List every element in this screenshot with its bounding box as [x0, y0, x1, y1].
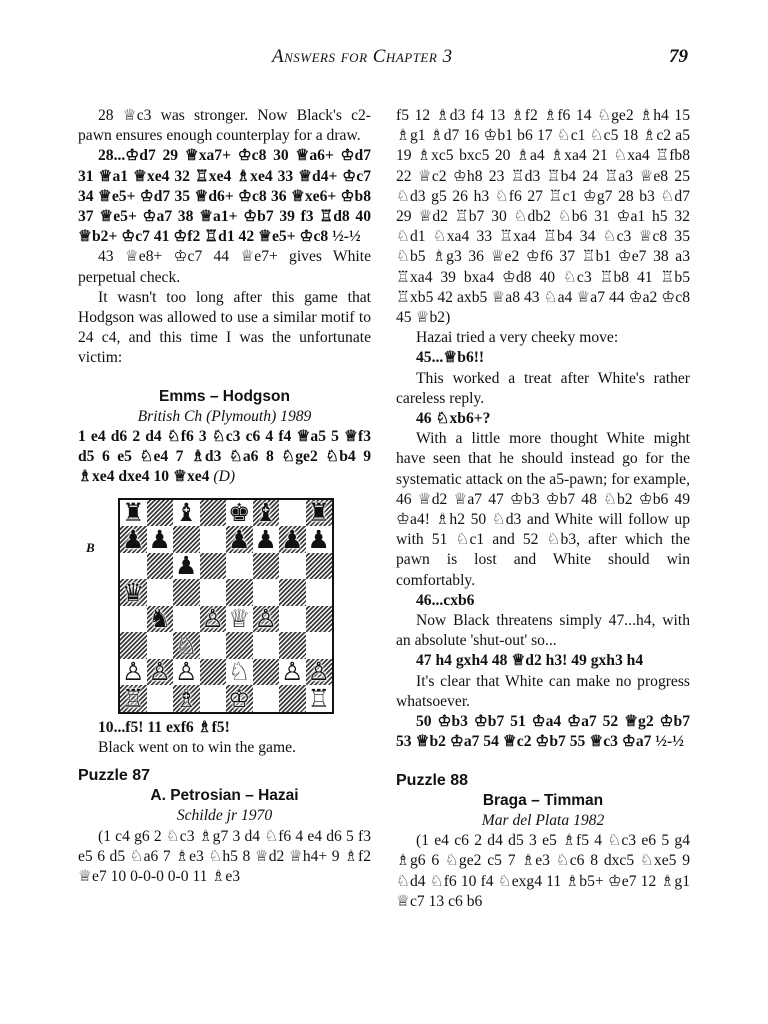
board-square — [120, 685, 147, 712]
paragraph: It wasn't too long after this game that Hodgson was allowed to use a similar motif to 24 c4, and this time I was the unfortunate victim: — [78, 288, 371, 367]
board-square — [253, 579, 280, 606]
paragraph: It's clear that White can make no progress whatsoever. — [396, 672, 690, 710]
board-square — [306, 606, 333, 633]
board-square — [173, 553, 200, 580]
board-square — [279, 685, 306, 712]
board-square — [279, 659, 306, 686]
paragraph: f5 12 ♗d3 f4 13 ♗f2 ♗f6 14 ♘ge2 ♗h4 15 ♗g1 ♗d7 16 ♔b1 b6 17 ♘c1 ♘c5 18 ♗c2 a5 19 ♗xc5 bxc5 20 ♗a4 ♗xa4 21 ♘xa4 ♖fb8 22 ♕c2 ♔h8 23 ♖d3 ♖b4 24 ♖a3 ♕e8 25 ♘d3 g5 26 h3 ♘f6 27 ♖c1 ♔g7 28 b3 ♘d7 29 ♕d2 ♖b7 30 ♘db2 ♘b6 31 ♔a1 h5 32 ♘d1 ♘xa4 33 ♖xa4 ♖b4 34 ♘c3 ♕c8 35 ♘b5 ♗g3 36 ♕e2 ♔f6 37 ♖b1 ♔e7 38 a3 ♖xa4 39 bxa4 ♔d8 40 ♘c3 ♖b8 41 ♖b5 ♖xb5 42 axb5 ♕a8 43 ♘a4 ♕a7 44 ♔a2 ♔c8 45 ♕b2) — [396, 107, 690, 327]
page-number: 79 — [669, 46, 688, 67]
chess-piece: ♕ — [228, 605, 251, 633]
paragraph: With a little more thought White might have seen that he should instead go for the systematic attack on the a5-pawn; for example, 46 ♕d2 ♕a7 47 ♔b3 ♔b7 48 ♘b2 ♔b6 49 ♔a4! ♗h2 50 ♘d3 and White will follow up with 51 ♘c1 and 52 ♘b3, after which the pawn is lost and White should win comfortably. — [396, 430, 691, 589]
chess-piece: ♛ — [122, 579, 145, 606]
board-square — [306, 526, 333, 553]
board-square — [173, 606, 200, 633]
game-moves: 45...♕b6!! — [416, 349, 485, 367]
board-square — [306, 632, 333, 659]
board-square — [120, 500, 147, 527]
board-square — [279, 553, 306, 580]
chess-piece: ♙ — [254, 605, 277, 633]
board-square — [147, 553, 174, 580]
board-square — [253, 526, 280, 553]
chess-piece: ♙ — [281, 658, 304, 686]
board-square — [226, 500, 253, 527]
board-square — [120, 606, 147, 633]
paragraph: 28 ♕c3 was stronger. Now Black's c2-pawn ensures enough counterplay for a draw. — [78, 107, 371, 145]
board-square — [226, 632, 253, 659]
board-square — [120, 526, 147, 553]
game-event: British Ch (Plymouth) 1989 — [137, 407, 312, 425]
chess-piece: ♜ — [122, 499, 145, 527]
left-column — [78, 106, 371, 887]
board-square — [200, 553, 227, 580]
board-square — [200, 579, 227, 606]
board-square — [279, 606, 306, 633]
board-square — [173, 659, 200, 686]
chess-piece: ♟ — [281, 526, 304, 553]
board-square — [147, 526, 174, 553]
board-square — [147, 685, 174, 712]
game-moves: 46 ♘xb6+? — [416, 410, 491, 428]
paragraph: This worked a treat after White's rather careless reply. — [396, 369, 690, 407]
chess-piece: ♟ — [175, 552, 198, 580]
chess-piece: ♟ — [228, 526, 251, 553]
side-to-move: B — [86, 539, 95, 555]
chess-piece: ♖ — [122, 685, 145, 712]
board-square — [253, 606, 280, 633]
chess-piece: ♝ — [175, 499, 198, 527]
board-square — [173, 579, 200, 606]
chess-piece: ♙ — [148, 658, 171, 686]
running-head — [0, 46, 768, 76]
chess-piece: ♟ — [307, 526, 330, 553]
board-square — [200, 500, 227, 527]
paragraph: (1 c4 g6 2 ♘c3 ♗g7 3 d4 ♘f6 4 e4 d6 5 f3 e5 6 d5 ♘a6 7 ♗e3 ♘h5 8 ♕d2 ♕h4+ 9 ♗f2 ♕e7 10 0-0-0 0-0 11 ♗e3 — [78, 827, 371, 886]
board-square — [200, 526, 227, 553]
chess-piece: ♟ — [148, 526, 171, 553]
board-square — [279, 579, 306, 606]
board-square — [226, 579, 253, 606]
chess-piece: ♗ — [175, 685, 198, 712]
board-square — [226, 526, 253, 553]
paragraph: Black went on to win the game. — [98, 738, 296, 756]
board-square — [147, 500, 174, 527]
board-square — [253, 659, 280, 686]
chess-board — [118, 498, 334, 714]
game-event: Mar del Plata 1982 — [481, 811, 605, 829]
game-players: Braga – Timman — [482, 791, 604, 809]
board-square — [147, 632, 174, 659]
board-square — [173, 500, 200, 527]
paragraph: Hazai tried a very cheeky move: — [416, 329, 619, 347]
game-event: Schilde jr 1970 — [176, 807, 273, 825]
chess-piece: ♞ — [148, 605, 171, 633]
board-square — [306, 500, 333, 527]
board-square — [253, 685, 280, 712]
board-square — [279, 500, 306, 527]
board-square — [253, 632, 280, 659]
paragraph: 43 ♕e8+ ♔c7 44 ♕e7+ gives White perpetual check. — [78, 248, 371, 286]
chess-piece: ♚ — [228, 499, 251, 527]
board-square — [200, 606, 227, 633]
board-square — [173, 632, 200, 659]
board-square — [173, 526, 200, 553]
paragraph: Now Black threatens simply 47...h4, with an absolute 'shut-out' so... — [396, 612, 690, 650]
board-square — [120, 579, 147, 606]
diagram-mark: (D) — [213, 468, 236, 486]
chess-diagram — [78, 488, 371, 718]
game-players: A. Petrosian – Hazai — [150, 787, 299, 805]
game-moves: 46...cxb6 — [416, 591, 475, 609]
board-square — [200, 659, 227, 686]
board-square — [226, 659, 253, 686]
board-square — [200, 632, 227, 659]
game-moves: 10...f5! 11 exf6 ♗f5! — [98, 718, 230, 736]
chess-piece: ♘ — [228, 658, 251, 686]
board-square — [147, 606, 174, 633]
chapter-running-title: Answers for Chapter 3 — [272, 46, 453, 67]
board-square — [226, 606, 253, 633]
board-square — [306, 553, 333, 580]
puzzle-87-title: Puzzle 87 — [78, 767, 151, 785]
board-square — [120, 659, 147, 686]
board-square — [279, 526, 306, 553]
chess-piece: ♖ — [307, 685, 330, 712]
chess-piece: ♘ — [175, 632, 198, 659]
game-moves: 1 e4 d6 2 d4 ♘f6 3 ♘c3 c6 4 f4 ♕a5 5 ♕f3 d5 6 e5 ♘e4 7 ♗d3 ♘a6 8 ♘ge2 ♘b4 9 ♗xe4 dxe4 10 ♕xe4 — [78, 428, 371, 486]
chess-piece: ♙ — [307, 658, 330, 686]
board-square — [306, 659, 333, 686]
chess-piece: ♝ — [254, 499, 277, 527]
game-moves: 50 ♔b3 ♔b7 51 ♔a4 ♔a7 52 ♕g2 ♔b7 53 ♕b2 ♔a7 54 ♕c2 ♔b7 55 ♕c3 ♔a7 ½-½ — [396, 713, 690, 751]
board-square — [306, 685, 333, 712]
right-column — [396, 106, 690, 912]
game-moves: 28...♔d7 29 ♕xa7+ ♔c8 30 ♕a6+ ♔d7 31 ♕a1 ♕xe4 32 ♖xe4 ♗xe4 33 ♕d4+ ♔c7 34 ♕e5+ ♔d7 35 ♕d6+ ♔c8 36 ♕xe6+ ♔b8 37 ♕e5+ ♔a7 38 ♕a1+ ♔b7 39 f3 ♖d8 40 ♕b2+ ♔c7 41 ♔f2 ♖d1 42 ♕e5+ ♔c8 ½-½ — [78, 147, 371, 246]
board-square — [226, 553, 253, 580]
paragraph: (1 e4 c6 2 d4 d5 3 e5 ♗f5 4 ♘c3 e6 5 g4 ♗g6 6 ♘ge2 c5 7 ♗e3 ♘c6 8 dxc5 ♘xe5 9 ♘d4 ♘f6 10 f4 ♘exg4 11 ♗b5+ ♔e7 12 ♗g1 ♕c7 13 c6 b6 — [396, 832, 690, 910]
board-square — [173, 685, 200, 712]
board-square — [253, 500, 280, 527]
game-players: Emms – Hodgson — [159, 387, 290, 405]
board-square — [253, 553, 280, 580]
game-moves: 47 h4 gxh4 48 ♕d2 h3! 49 gxh3 h4 — [416, 652, 644, 670]
puzzle-88-title: Puzzle 88 — [396, 771, 469, 789]
board-square — [120, 632, 147, 659]
chess-piece: ♟ — [122, 526, 145, 553]
board-square — [147, 579, 174, 606]
board-square — [226, 685, 253, 712]
chess-piece: ♔ — [228, 685, 251, 712]
chess-piece: ♙ — [122, 658, 145, 686]
chess-piece: ♟ — [254, 526, 277, 553]
board-square — [120, 553, 147, 580]
game-moves-block — [78, 427, 371, 488]
chess-piece: ♜ — [307, 499, 330, 527]
chess-piece: ♙ — [175, 658, 198, 686]
board-square — [147, 659, 174, 686]
chess-piece: ♙ — [201, 605, 224, 633]
board-square — [279, 632, 306, 659]
board-square — [306, 579, 333, 606]
board-square — [200, 685, 227, 712]
